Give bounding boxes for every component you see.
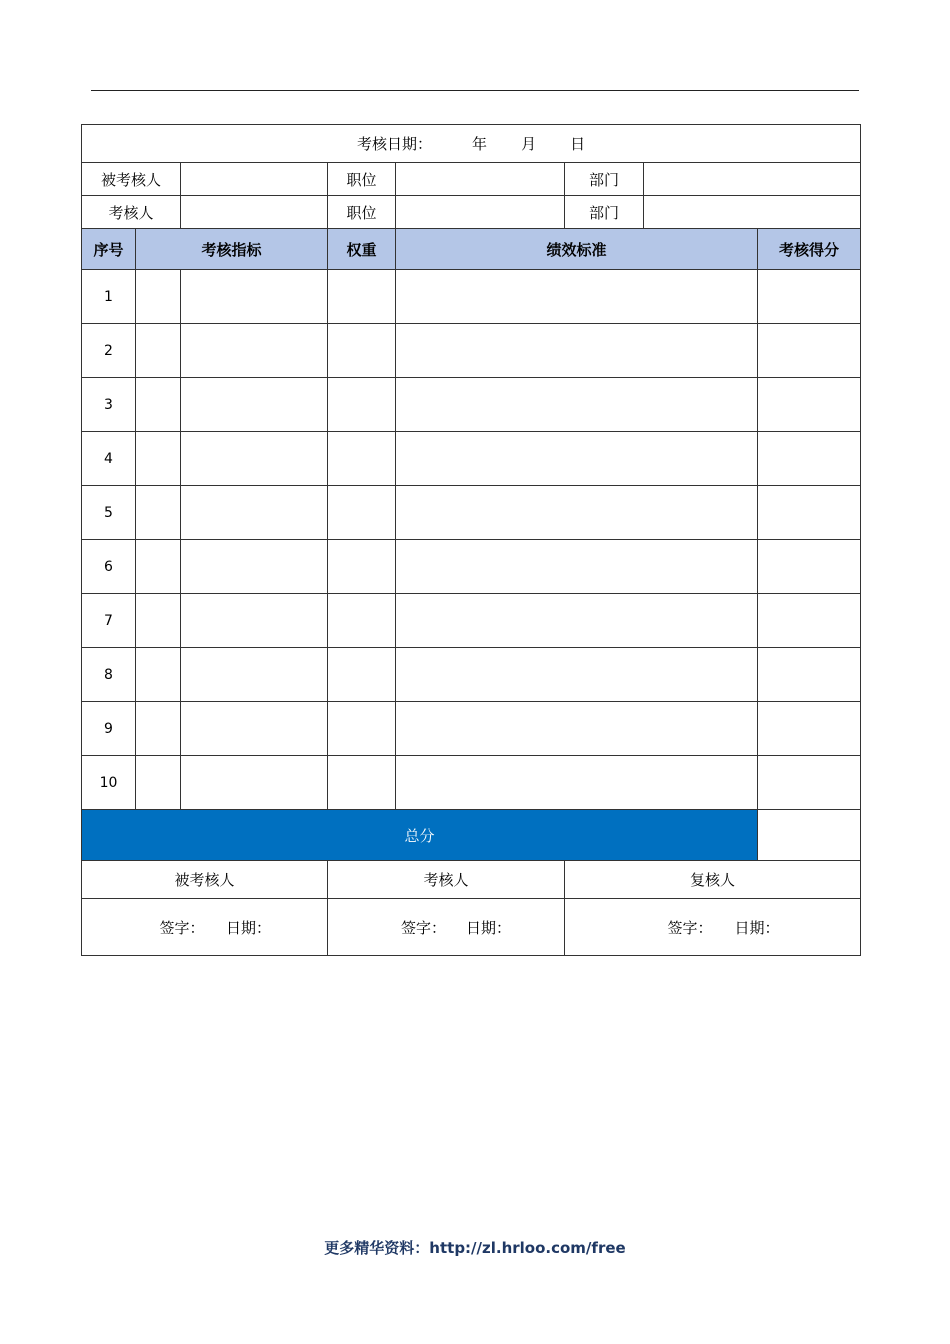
appraiser-dept-field[interactable]: [644, 196, 861, 229]
table-row: [82, 594, 861, 648]
table-row: [82, 540, 861, 594]
info-row-appraiser: [82, 196, 861, 229]
row-seq: 8: [82, 648, 136, 702]
row-standard-cell[interactable]: [396, 324, 758, 378]
row-seq: 4: [82, 432, 136, 486]
row-standard-cell[interactable]: [396, 432, 758, 486]
date-label: 考核日期：: [357, 135, 433, 153]
signature-header-row: [82, 861, 861, 899]
appraiser-position-field[interactable]: [396, 196, 565, 229]
row-standard-cell[interactable]: [396, 756, 758, 810]
table-row: [82, 324, 861, 378]
row-indicator-cell[interactable]: [181, 270, 328, 324]
sign-label: 签字：: [667, 918, 713, 937]
row-weight-cell[interactable]: [328, 432, 396, 486]
row-score-cell[interactable]: [758, 486, 861, 540]
date-day-unit: 日: [570, 135, 586, 153]
signature-role-reviewer: 复核人: [565, 861, 861, 899]
row-category-cell[interactable]: [136, 702, 181, 756]
signature-row: [82, 899, 861, 956]
appraisal-form: [81, 124, 861, 956]
row-score-cell[interactable]: [758, 594, 861, 648]
sign-date-label: 日期：: [225, 918, 271, 937]
row-seq: 7: [82, 594, 136, 648]
appraisee-signature-cell[interactable]: [82, 899, 328, 956]
appraiser-dept-label: 部门: [565, 196, 644, 229]
date-year-unit: 年: [472, 135, 488, 153]
col-header-weight: 权重: [328, 229, 396, 270]
date-cell[interactable]: [82, 125, 861, 163]
row-indicator-cell[interactable]: [181, 486, 328, 540]
appraisee-label: 被考核人: [82, 163, 181, 196]
row-standard-cell[interactable]: [396, 378, 758, 432]
sign-date-label: 日期：: [465, 918, 511, 937]
row-score-cell[interactable]: [758, 756, 861, 810]
appraisee-dept-label: 部门: [565, 163, 644, 196]
col-header-seq: 序号: [82, 229, 136, 270]
date-month-unit: 月: [521, 135, 537, 153]
table-row: [82, 486, 861, 540]
appraisee-position-field[interactable]: [396, 163, 565, 196]
appraiser-signature-cell[interactable]: [328, 899, 565, 956]
info-row-appraisee: [82, 163, 861, 196]
row-indicator-cell[interactable]: [181, 756, 328, 810]
row-weight-cell[interactable]: [328, 378, 396, 432]
row-standard-cell[interactable]: [396, 594, 758, 648]
table-row: [82, 432, 861, 486]
sign-date-label: 日期：: [734, 918, 780, 937]
row-standard-cell[interactable]: [396, 648, 758, 702]
top-rule: [91, 90, 859, 91]
row-category-cell[interactable]: [136, 540, 181, 594]
row-indicator-cell[interactable]: [181, 702, 328, 756]
row-indicator-cell[interactable]: [181, 324, 328, 378]
row-seq: 3: [82, 378, 136, 432]
table-row: [82, 270, 861, 324]
sign-label: 签字：: [400, 918, 446, 937]
row-weight-cell[interactable]: [328, 486, 396, 540]
row-standard-cell[interactable]: [396, 702, 758, 756]
row-seq: 1: [82, 270, 136, 324]
row-seq: 9: [82, 702, 136, 756]
row-score-cell[interactable]: [758, 324, 861, 378]
row-indicator-cell[interactable]: [181, 540, 328, 594]
col-header-score: 考核得分: [758, 229, 861, 270]
row-category-cell[interactable]: [136, 324, 181, 378]
appraiser-name-field[interactable]: [181, 196, 328, 229]
row-weight-cell[interactable]: [328, 702, 396, 756]
table-row: [82, 378, 861, 432]
total-score-field[interactable]: [758, 810, 861, 861]
row-score-cell[interactable]: [758, 270, 861, 324]
row-category-cell[interactable]: [136, 594, 181, 648]
row-indicator-cell[interactable]: [181, 648, 328, 702]
row-category-cell[interactable]: [136, 648, 181, 702]
col-header-standard: 绩效标准: [396, 229, 758, 270]
row-weight-cell[interactable]: [328, 594, 396, 648]
appraisee-name-field[interactable]: [181, 163, 328, 196]
table-row: [82, 756, 861, 810]
row-score-cell[interactable]: [758, 378, 861, 432]
row-score-cell[interactable]: [758, 648, 861, 702]
column-header-row: [82, 229, 861, 270]
row-standard-cell[interactable]: [396, 270, 758, 324]
appraisee-dept-field[interactable]: [644, 163, 861, 196]
footer-link[interactable]: 更多精华资料：http://zl.hrloo.com/free: [324, 1239, 626, 1257]
total-row: [82, 810, 861, 861]
row-seq: 10: [82, 756, 136, 810]
row-weight-cell[interactable]: [328, 540, 396, 594]
total-label: 总分: [82, 810, 758, 861]
row-seq: 2: [82, 324, 136, 378]
signature-role-appraiser: 考核人: [328, 861, 565, 899]
row-score-cell[interactable]: [758, 702, 861, 756]
row-category-cell[interactable]: [136, 378, 181, 432]
row-category-cell[interactable]: [136, 432, 181, 486]
row-weight-cell[interactable]: [328, 324, 396, 378]
row-weight-cell[interactable]: [328, 756, 396, 810]
row-standard-cell[interactable]: [396, 486, 758, 540]
row-score-cell[interactable]: [758, 432, 861, 486]
row-category-cell[interactable]: [136, 486, 181, 540]
row-weight-cell[interactable]: [328, 648, 396, 702]
row-indicator-cell[interactable]: [181, 594, 328, 648]
row-standard-cell[interactable]: [396, 540, 758, 594]
row-indicator-cell[interactable]: [181, 432, 328, 486]
sign-label: 签字：: [159, 918, 205, 937]
appraisee-position-label: 职位: [328, 163, 396, 196]
row-indicator-cell[interactable]: [181, 378, 328, 432]
appraiser-label: 考核人: [82, 196, 181, 229]
row-category-cell[interactable]: [136, 270, 181, 324]
reviewer-signature-cell[interactable]: [565, 899, 861, 956]
signature-role-appraisee: 被考核人: [82, 861, 328, 899]
appraiser-position-label: 职位: [328, 196, 396, 229]
row-weight-cell[interactable]: [328, 270, 396, 324]
row-score-cell[interactable]: [758, 540, 861, 594]
col-header-indicator: 考核指标: [136, 229, 328, 270]
table-row: [82, 702, 861, 756]
row-seq: 6: [82, 540, 136, 594]
row-category-cell[interactable]: [136, 756, 181, 810]
table-row: [82, 648, 861, 702]
row-seq: 5: [82, 486, 136, 540]
